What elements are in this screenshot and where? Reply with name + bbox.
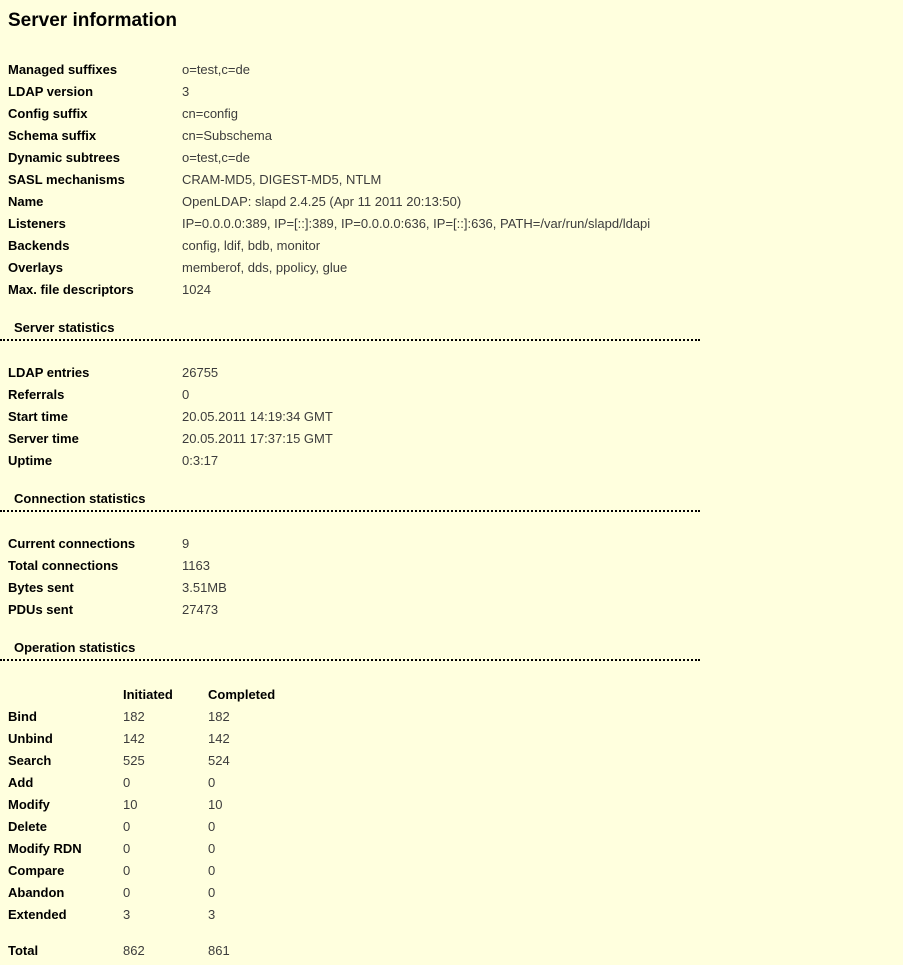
connection-statistics-label: PDUs sent	[8, 601, 74, 617]
operation-total-initiated: 862	[123, 942, 145, 958]
server-info-label: Overlays	[8, 259, 63, 275]
operation-completed-value: 0	[208, 774, 216, 790]
server-info-value: 3	[182, 83, 190, 99]
operation-statistics-row	[8, 859, 293, 881]
server-info-row	[8, 58, 894, 80]
operation-initiated-value: 182	[123, 708, 145, 724]
server-info-value: cn=config	[182, 105, 239, 121]
server-statistics-row	[8, 405, 894, 427]
operation-statistics-row	[8, 903, 293, 925]
server-statistics-label: Uptime	[8, 452, 53, 468]
connection-statistics-row	[8, 598, 894, 620]
server-statistics-label: Start time	[8, 408, 68, 424]
page-title: Server information	[8, 10, 177, 31]
server-statistics-value: 20.05.2011 17:37:15 GMT	[182, 430, 333, 446]
server-info-label: SASL mechanisms	[8, 171, 125, 187]
server-info-value: o=test,c=de	[182, 61, 250, 77]
server-info-label: Managed suffixes	[8, 61, 118, 77]
server-statistics-value: 0	[182, 386, 190, 402]
server-info-label: LDAP version	[8, 83, 94, 99]
server-info-row	[8, 234, 894, 256]
section-header-operation-statistics	[0, 640, 700, 661]
operation-total-label: Total	[8, 942, 39, 958]
server-info-row	[8, 190, 894, 212]
server-info-label: Schema suffix	[8, 127, 97, 143]
operation-initiated-value: 10	[123, 796, 138, 812]
server-statistics-value: 20.05.2011 14:19:34 GMT	[182, 408, 333, 424]
section-title-connection-statistics: Connection statistics	[14, 491, 146, 506]
server-statistics-table	[8, 361, 894, 471]
server-statistics-label: LDAP entries	[8, 364, 90, 380]
operation-label: Add	[8, 774, 34, 790]
server-statistics-value: 0:3:17	[182, 452, 219, 468]
operation-completed-value: 0	[208, 840, 216, 856]
operation-completed-value: 0	[208, 862, 216, 878]
operation-completed-value: 10	[208, 796, 223, 812]
server-info-row	[8, 124, 894, 146]
operation-label: Search	[8, 752, 52, 768]
server-info-value: 1024	[182, 281, 211, 297]
connection-statistics-value: 3.51MB	[182, 579, 227, 595]
server-statistics-label: Server time	[8, 430, 79, 446]
server-info-value: IP=0.0.0.0:389, IP=[::]:389, IP=0.0.0.0:636, IP=[::]:636, PATH=/var/run/slapd/ldapi	[182, 215, 651, 231]
operation-completed-value: 3	[208, 906, 216, 922]
connection-statistics-label: Bytes sent	[8, 579, 74, 595]
server-statistics-row	[8, 427, 894, 449]
section-header-connection-statistics	[0, 491, 700, 512]
server-info-value: CRAM-MD5, DIGEST-MD5, NTLM	[182, 171, 382, 187]
operation-completed-value: 182	[208, 708, 230, 724]
server-info-label: Max. file descriptors	[8, 281, 134, 297]
server-info-value: config, ldif, bdb, monitor	[182, 237, 321, 253]
operation-initiated-value: 0	[123, 818, 131, 834]
operation-statistics-row	[8, 881, 293, 903]
operation-statistics-header-blank	[8, 683, 123, 705]
connection-statistics-value: 9	[182, 535, 190, 551]
operation-statistics-row	[8, 727, 293, 749]
operation-initiated-value: 0	[123, 884, 131, 900]
server-statistics-row	[8, 361, 894, 383]
operation-label: Compare	[8, 862, 65, 878]
operation-statistics-spacer-row	[8, 925, 293, 939]
connection-statistics-row	[8, 532, 894, 554]
server-info-table	[8, 58, 894, 300]
operation-completed-value: 524	[208, 752, 230, 768]
server-info-row	[8, 256, 894, 278]
server-info-row	[8, 146, 894, 168]
operation-initiated-value: 0	[123, 840, 131, 856]
server-info-label: Backends	[8, 237, 70, 253]
operation-statistics-row	[8, 815, 293, 837]
server-statistics-label: Referrals	[8, 386, 65, 402]
operation-label: Extended	[8, 906, 67, 922]
section-title-operation-statistics: Operation statistics	[14, 640, 136, 655]
server-info-row	[8, 80, 894, 102]
server-statistics-row	[8, 449, 894, 471]
operation-completed-value: 0	[208, 884, 216, 900]
server-info-value: o=test,c=de	[182, 149, 250, 165]
operation-initiated-value: 0	[123, 774, 131, 790]
operation-label: Modify	[8, 796, 50, 812]
operation-initiated-value: 0	[123, 862, 131, 878]
server-statistics-value: 26755	[182, 364, 219, 380]
operation-statistics-total-row	[8, 939, 293, 961]
operation-statistics-header-initiated: Initiated	[123, 686, 173, 702]
connection-statistics-row	[8, 554, 894, 576]
operation-label: Unbind	[8, 730, 53, 746]
operation-initiated-value: 3	[123, 906, 131, 922]
section-title-server-statistics: Server statistics	[14, 320, 115, 335]
operation-statistics-table	[8, 683, 293, 961]
operation-statistics-row	[8, 837, 293, 859]
connection-statistics-label: Current connections	[8, 535, 136, 551]
server-info-row	[8, 102, 894, 124]
server-info-row	[8, 278, 894, 300]
connection-statistics-table	[8, 532, 894, 620]
connection-statistics-value: 1163	[182, 557, 210, 573]
server-info-value: cn=Subschema	[182, 127, 272, 143]
server-info-label: Dynamic subtrees	[8, 149, 120, 165]
connection-statistics-row	[8, 576, 894, 598]
server-info-label: Name	[8, 193, 44, 209]
operation-completed-value: 142	[208, 730, 230, 746]
operation-total-completed: 861	[208, 942, 230, 958]
section-header-server-statistics	[0, 320, 700, 341]
server-info-row	[8, 212, 894, 234]
connection-statistics-value: 27473	[182, 601, 219, 617]
server-info-label: Listeners	[8, 215, 66, 231]
operation-label: Abandon	[8, 884, 65, 900]
connection-statistics-label: Total connections	[8, 557, 119, 573]
operation-statistics-row	[8, 771, 293, 793]
operation-statistics-header-row	[8, 683, 293, 705]
server-info-label: Config suffix	[8, 105, 88, 121]
operation-label: Modify RDN	[8, 840, 82, 856]
server-info-value: memberof, dds, ppolicy, glue	[182, 259, 348, 275]
operation-statistics-header-completed: Completed	[208, 686, 276, 702]
operation-statistics-row	[8, 749, 293, 771]
operation-initiated-value: 142	[123, 730, 145, 746]
operation-statistics-row	[8, 705, 293, 727]
operation-label: Delete	[8, 818, 48, 834]
server-info-value: OpenLDAP: slapd 2.4.25 (Apr 11 2011 20:13:50)	[182, 193, 462, 209]
operation-label: Bind	[8, 708, 37, 724]
operation-initiated-value: 525	[123, 752, 145, 768]
operation-completed-value: 0	[208, 818, 216, 834]
server-info-row	[8, 168, 894, 190]
operation-statistics-row	[8, 793, 293, 815]
server-statistics-row	[8, 383, 894, 405]
